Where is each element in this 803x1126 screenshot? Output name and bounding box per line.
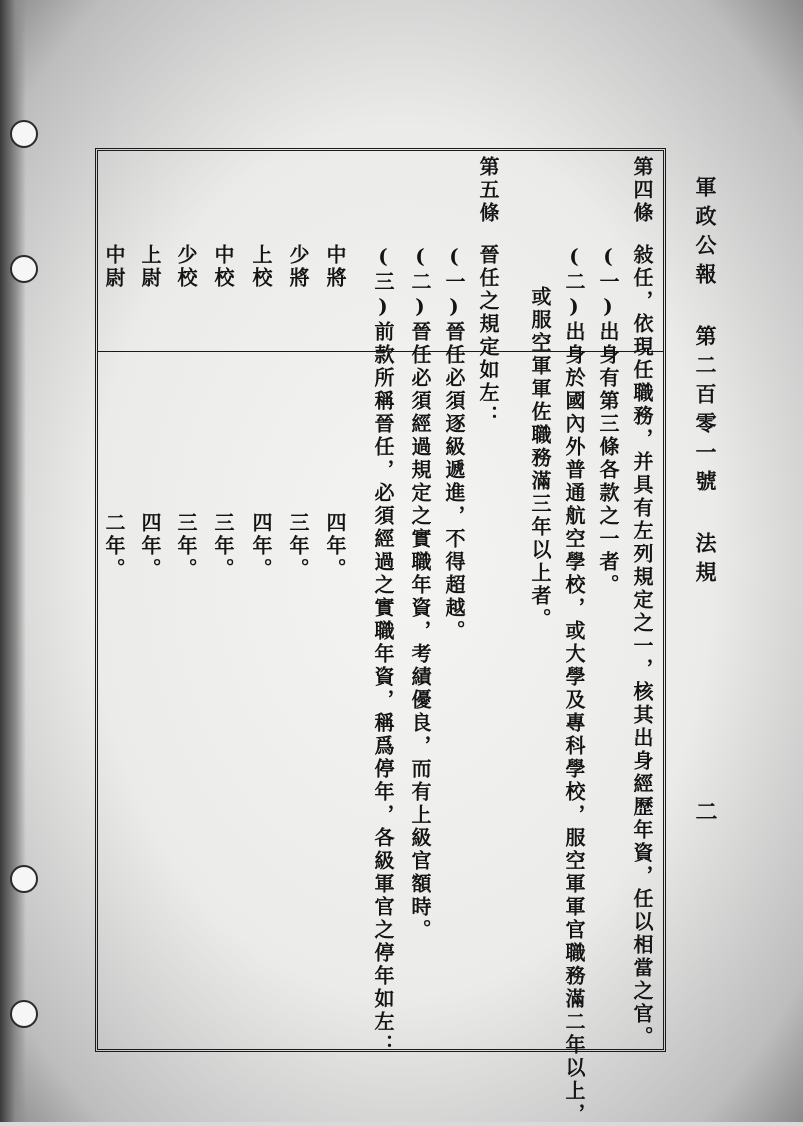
rank-label: 中尉 [102,244,126,290]
binding-hole [10,255,38,283]
article-4-item-2: (二)出身於國內外普通航空學校，或大學及專科學校，服空軍軍官職務滿二年以上， [562,244,586,1126]
tenure-years: 三年。 [286,512,310,581]
rank-label: 上尉 [138,244,162,290]
article-4-label: 第四條 [630,156,654,225]
binding-hole [10,120,38,148]
tenure-years: 二年。 [102,512,126,581]
tenure-years: 三年。 [174,512,198,581]
tenure-years: 四年。 [138,512,162,581]
article-5-text: 晉任之規定如左： [476,244,500,428]
article-5-label: 第五條 [476,156,500,225]
article-4-item-2-cont: 或服空軍軍佐職務滿三年以上者。 [528,286,552,631]
binding-hole [10,1000,38,1028]
tenure-years: 四年。 [323,512,347,581]
article-4-text: 敍任，依現任職務，并具有左列規定之一，核其出身經歷年資，任以相當之官。 [630,244,654,1049]
article-4-item-1: (一)出身有第三條各款之一者。 [596,244,620,597]
binding-hole [10,865,38,893]
rank-label: 上校 [249,244,273,290]
rank-label: 少校 [174,244,198,290]
rank-label: 中將 [323,244,347,290]
article-5-item-2: (二)晉任必須經過規定之實職年資，考績優良，而有上級官額時。 [408,244,432,942]
page-header-title: 軍政公報 第二百零一號 法規 [693,176,718,590]
article-5-item-1: (一)晉任必須逐級遞進，不得超越。 [442,244,466,643]
tenure-years: 四年。 [249,512,273,581]
binding-edge [0,0,26,1122]
article-5-item-3: (三)前款所稱晉任，必須經過之實職年資，稱爲停年，各級軍官之停年如左： [371,244,395,1057]
rank-label: 少將 [286,244,310,290]
tenure-years: 三年。 [211,512,235,581]
page-number: 二 [692,800,718,822]
rank-label: 中校 [211,244,235,290]
